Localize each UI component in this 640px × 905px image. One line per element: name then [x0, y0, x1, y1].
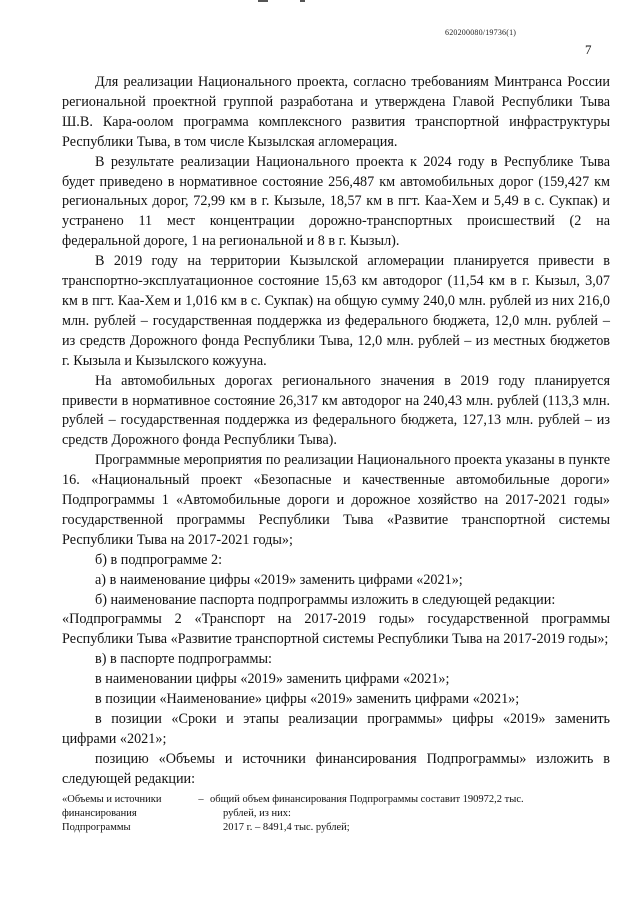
paragraph: «Подпрограммы 2 «Транспорт на 2017-2019 годы» государственной программы Республики Тыва «Развитие транспортной системы Республики Тыва на 2017-2019 годы»; — [62, 611, 610, 648]
paragraph: позицию «Объемы и источники финансирования Подпрограммы» изложить в следующей редакции: — [62, 750, 610, 787]
paragraph: в позиции «Наименование» цифры «2019» заменить цифрами «2021»; — [95, 691, 520, 708]
passport-value-line: общий объем финансирования Подпрограммы составит 190972,2 тыс. — [210, 794, 524, 805]
scan-artifact — [300, 0, 305, 2]
paragraph: б) наименование паспорта подпрограммы изложить в следующей редакции: — [95, 591, 556, 608]
document-body — [62, 73, 610, 790]
passport-value-line: рублей, из них: — [223, 808, 291, 819]
paragraph: На автомобильных дорогах регионального значения в 2019 году планируется привести в нормативное состояние 26,317 км автодорог на 240,43 млн. рублей (113,3 млн. рублей – государственная поддержка из федерального бюджета, 127,13 млн. рублей – из средств Дорожного фонда Республики Тыва). — [62, 372, 610, 449]
passport-table — [62, 793, 610, 835]
passport-value-line: 2017 г. – 8491,4 тыс. рублей; — [223, 822, 350, 833]
paragraph: Программные мероприятия по реализации Национального проекта указаны в пункте 16. «Национальный проект «Безопасные и качественные автомобильные дороги» Подпрограммы 1 «Автомобильные дороги и дорожное хозяйство на 2017-2021 годы» государственной программы Республики Тыва «Развитие транспортной системы Республики Тыва на 2017-2021 годы»; — [62, 452, 610, 548]
paragraph: б) в подпрограмме 2: — [95, 551, 223, 568]
paragraph: в наименовании цифры «2019» заменить цифрами «2021»; — [95, 671, 450, 688]
passport-value — [210, 793, 610, 835]
paragraph: В результате реализации Национального проекта к 2024 году в Республике Тыва будет приведено в нормативное состояние 256,487 км автомобильных дорог (159,427 км региональных дорог, 72,99 км в г. Кызыле, 18,57 км в пгт. Каа-Хем и 5,49 в с. Сукпак) и устранено 11 мест концентрации дорожно-транспортных происшествий (2 на федеральной дороге, 1 на региональной и 8 в г. Кызыл). — [62, 153, 610, 250]
paragraph: в) в паспорте подпрограммы: — [95, 651, 272, 668]
paragraph: В 2019 году на территории Кызылской агломерации планируется привести в транспортно-эксплуатационное состояние 15,63 км автодорог (11,54 км в г. Кызыл, 3,07 км в пгт. Каа-Хем и 1,016 км в с. Сукпак) на общую сумму 240,0 млн. рублей из них 216,0 млн. рублей – государственная поддержка из федерального бюджета, 12,0 млн. рублей – из средств Дорожного фонда Республики Тыва, 12,0 млн. рублей – из местных бюджетов г. Кызыла и Кызылского кожууна. — [62, 253, 610, 369]
passport-label: «Объемы и источники финансирования Подпрограммы — [62, 794, 162, 833]
scan-artifact — [258, 0, 268, 2]
paragraph: а) в наименование цифры «2019» заменить цифрами «2021»; — [95, 571, 463, 588]
passport-dash: – — [198, 794, 204, 805]
document-id: 620200080/19736(1) — [445, 28, 517, 37]
paragraph: Для реализации Национального проекта, согласно требованиям Минтранса России региональной проектной группой разработана и утверждена Главой Республики Тыва Ш.В. Кара-оолом программа комплексного развития транспортной инфраструктуры Республики Тыва, в том числе Кызылская агломерация. — [62, 74, 610, 150]
paragraph: в позиции «Сроки и этапы реализации программы» цифры «2019» заменить цифрами «2021»; — [62, 711, 610, 747]
page-number: 7 — [585, 42, 592, 57]
